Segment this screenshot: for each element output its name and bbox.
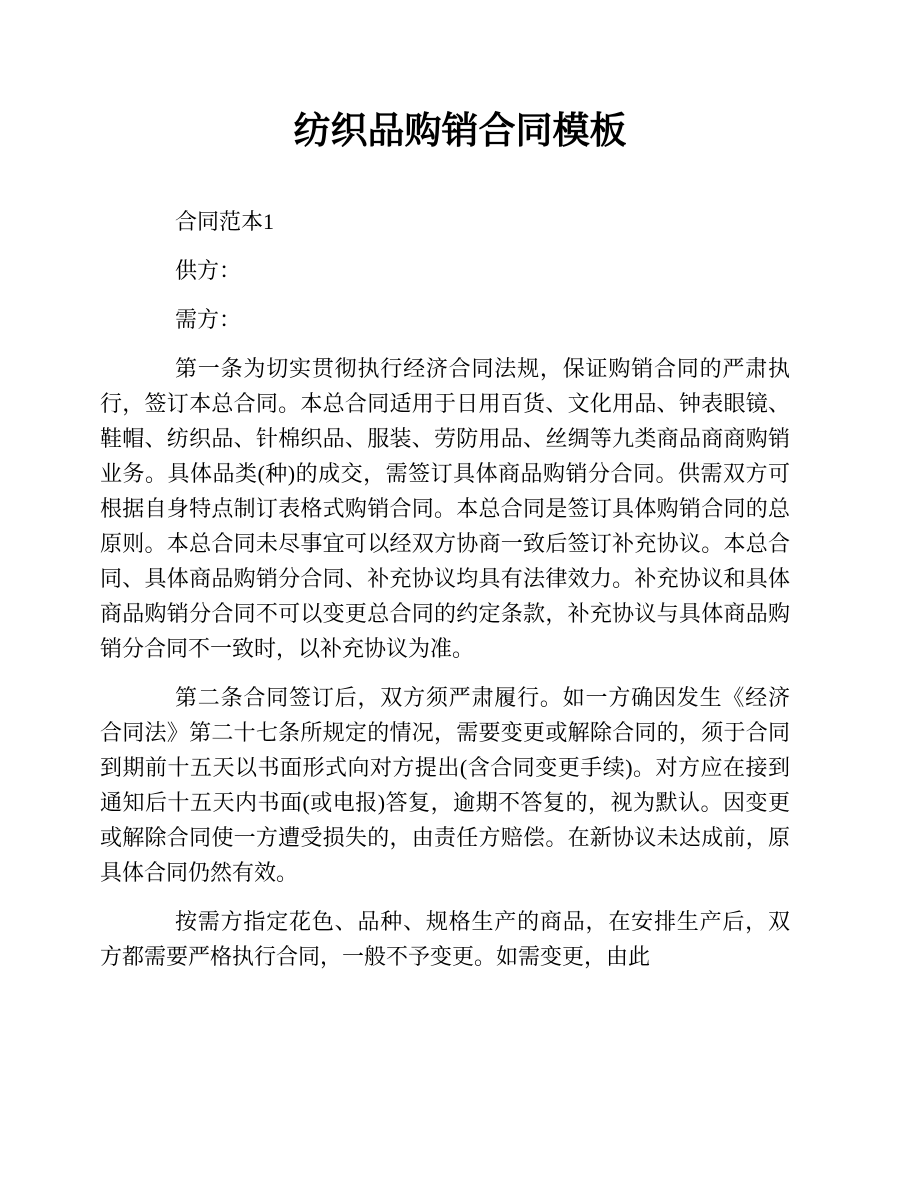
contract-sample-label: 合同范本1 [175,209,275,234]
document-title: 纺织品购销合同模板 [293,110,627,151]
clause-3-paragraph: 按需方指定花色、品种、规格生产的商品，在安排生产后，双方都需要严格执行合同，一般不予变更。如需变更，由此 [100,909,790,969]
supplier-line: 供方： [175,258,242,283]
buyer-line: 需方： [175,307,242,332]
clause-1-paragraph: 第一条为切实贯彻执行经济合同法规，保证购销合同的严肃执行，签订本总合同。本总合同适用于日用百货、文化用品、钟表眼镜、鞋帽、纺织品、针棉织品、服装、劳防用品、丝绸等九类商品商商购销业务。具体品类(种)的成交，需签订具体商品购销分合同。供需双方可根据自身特点制订表格式购销合同。本总合同是签订具体购销合同的总原则。本总合同未尽事宜可以经双方协商一致后签订补充协议。本总合同、具体商品购销分合同、补充协议均具有法律效力。补充协议和具体商品购销分合同不可以变更总合同的约定条款，补充协议与具体商品购销分合同不一致时，以补充协议为准。 [100,356,790,661]
clause-2-paragraph: 第二条合同签订后，双方须严肃履行。如一方确因发生《经济合同法》第二十七条所规定的情况，需要变更或解除合同的，须于合同到期前十五天以书面形式向对方提出(含合同变更手续)。对方应在接到通知后十五天内书面(或电报)答复，逾期不答复的，视为默认。因变更或解除合同使一方遭受损失的，由责任方赔偿。在新协议未达成前，原具体合同仍然有效。 [100,685,790,885]
